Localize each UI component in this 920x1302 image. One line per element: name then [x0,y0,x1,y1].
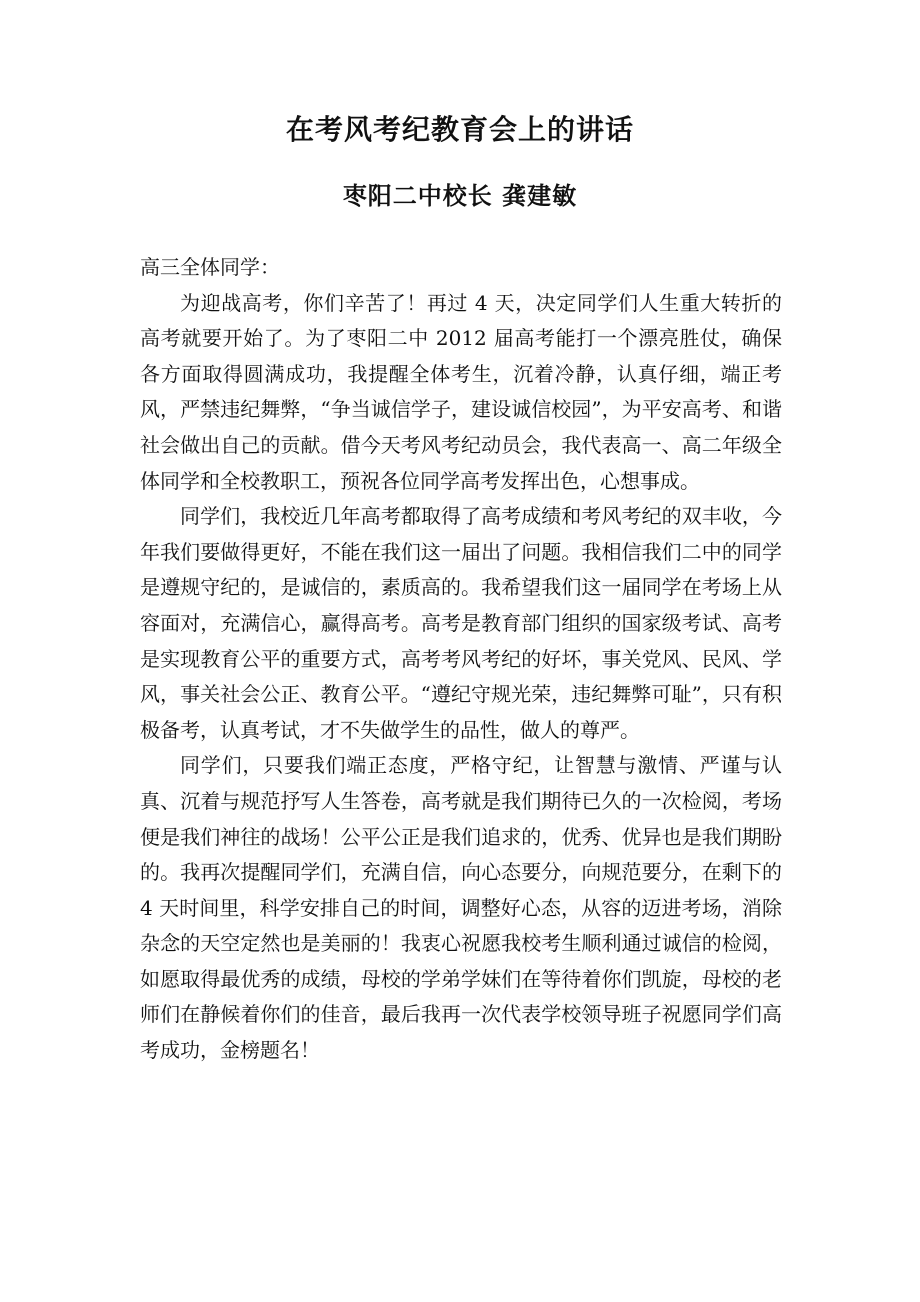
paragraph-3: 同学们，只要我们端正态度，严格守纪，让智慧与激情、严谨与认真、沉着与规范抒写人生答卷，高考就是我们期待已久的一次检阅，考场便是我们神往的战场！公平公正是我们追求的，优秀、优异也是我们期盼的。我再次提醒同学们，充满自信，向心态要分，向规范要分，在剩下的 4 天时间里，科学安排自己的时间，调整好心态，从容的迈进考场，消除杂念的天空定然也是美丽的！我衷心祝愿我校考生顺利通过诚信的检阅，如愿取得最优秀的成绩，母校的学弟学妹们在等待着你们凯旋，母校的老师们在静候着你们的佳音，最后我再一次代表学校领导班子祝愿同学们高考成功，金榜题名！ [140,753,782,1063]
salutation: 高三全体同学： [140,255,280,279]
paragraph-2: 同学们，我校近几年高考都取得了高考成绩和考风考纪的双丰收，今年我们要做得更好，不能在我们这一届出了问题。我相信我们二中的同学是遵规守纪的，是诚信的，素质高的。我希望我们这一届同学在考场上从容面对，充满信心，赢得高考。高考是教育部门组织的国家级考试、高考是实现教育公平的重要方式，高考考风考纪的好坏，事关党风、民风、学风，事关社会公正、教育公平。“遵纪守规光荣，违纪舞弊可耻”，只有积极备考，认真考试，才不失做学生的品性，做人的尊严。 [140,504,782,742]
paragraph-1: 为迎战高考，你们辛苦了！再过 4 天，决定同学们人生重大转折的高考就要开始了。为了枣阳二中 2012 届高考能打一个漂亮胜仗，确保各方面取得圆满成功，我提醒全体考生，沉着冷静，认真仔细，端正考风，严禁违纪舞弊，“争当诚信学子，建设诚信校园”，为平安高考、和谐社会做出自己的贡献。借今天考风考纪动员会，我代表高一、高二年级全体同学和全校教职工，预祝各位同学高考发挥出色，心想事成。 [140,290,782,493]
page-title: 在考风考纪教育会上的讲话 [285,113,634,146]
speech-body [140,250,782,1069]
author-line: 枣阳二中校长 龚建敏 [342,181,578,210]
